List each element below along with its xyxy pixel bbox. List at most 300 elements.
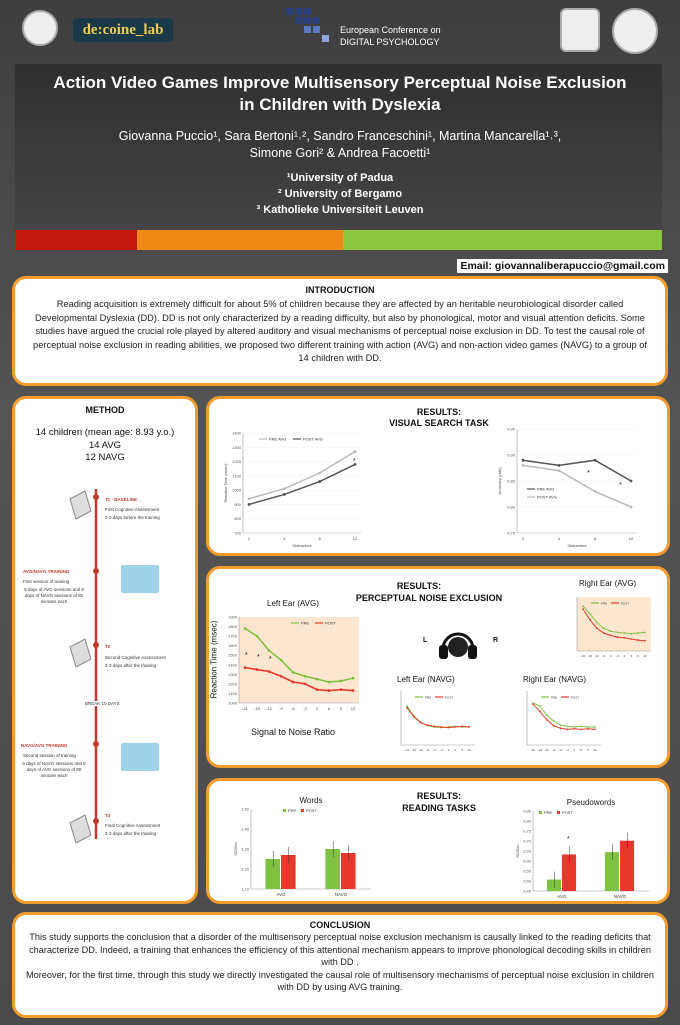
x-tick-label: -6 [609,654,612,658]
training2-detail: 9 days of NAVG sessions and 9 days of AVG sessions of 80 minutes each [22,761,86,778]
data-point [441,726,443,728]
data-point [280,659,283,662]
y-tick-label: 0.85 [507,478,515,484]
legend-label: PRE [551,695,558,700]
chart-title: Words [299,796,323,805]
legend-label: POST AVG [537,494,557,500]
legend-swatch [283,809,286,812]
data-point [594,459,597,462]
y-tick-label: 1100 [228,690,237,696]
x-tick-label: 2 [521,536,525,541]
results-reading-panel [206,778,670,904]
chart-right-ear-navg [515,687,605,759]
x-tick-label: 6 [580,748,583,752]
legend-swatch [539,811,542,814]
x-tick-label: -15 [587,654,593,658]
contact-email[interactable]: Email: giovannaliberapuccio@gmail.com [457,259,668,273]
y-tick-label: 1500 [228,652,237,658]
data-point [268,670,271,673]
university-seal-bergamo-icon [560,8,600,52]
data-point [553,725,555,727]
t1-sub2: 2-3 days before the training [105,515,160,520]
timeline-dot-t2 [93,642,99,648]
t2-sub2: 2-3 days after the training [105,663,157,668]
x-tick-label: -12 [544,748,549,752]
y-tick-label: 0.90 [507,452,515,458]
chart-title: Pseudowords [566,798,616,807]
affiliation-leuven: ³ Katholieke Universiteit Leuven [256,204,424,216]
series-line-pre-avg [249,452,355,499]
legend-label: POST [325,620,336,626]
series-line-post-avg [249,464,355,504]
x-tick-label: -6 [291,706,295,711]
data-point [304,682,307,685]
bar-pre-avg [265,859,280,889]
x-tick-label: AVG [276,892,286,897]
x-tick-label: 4 [557,536,561,541]
data-point [573,728,575,730]
results-vs-heading1: RESULTS: [416,407,462,417]
results-vs-heading2: VISUAL SEARCH TASK [389,418,489,428]
training1-label: AVG/NAVG TRAINING [23,569,70,574]
data-point [596,627,598,629]
color-bar-green [343,230,662,250]
y-tick-label: 1,20 [241,866,249,872]
x-tick-label: -3 [616,654,619,658]
x-tick-label: 12 [593,748,597,752]
t2-label: T2 [105,644,111,649]
data-point [610,630,612,632]
assessment-tablet-icon [70,639,91,667]
y-tick-label: 1600 [228,643,237,649]
data-point [603,632,605,634]
conclusion-heading: CONCLUSION [309,920,371,930]
data-point [637,632,639,634]
x-tick-label: -9 [552,748,556,752]
data-point [637,639,639,641]
data-point [244,627,247,630]
x-tick-label: -21 [404,748,410,752]
y-axis-label: Accuracy (rate) [497,467,502,495]
y-tick-label: 1000 [228,700,237,706]
x-tick-label: 4 [283,536,286,541]
x-tick-label: 2 [247,536,251,541]
x-tick-label: -12 [266,706,272,711]
y-tick-label: 0,70 [523,838,531,844]
data-point [644,640,646,642]
significance-marker: * [245,652,248,659]
method-panel [12,396,198,904]
x-tick-label: 3 [623,654,626,658]
data-point [582,605,584,607]
t3-sub: Final Cognitive Assessment [105,823,161,828]
affiliation-bergamo: ² University of Bergamo [277,188,403,200]
data-point [644,632,646,634]
legend-label: PRE [288,808,297,813]
conclusion-panel [12,912,668,1018]
y-tick-label: 0,60 [523,858,531,864]
data-point [594,729,596,731]
x-tick-label: NAVG [613,894,627,899]
data-point [280,675,283,678]
bar-post-avg [281,855,296,889]
data-point [553,720,555,722]
y-tick-label: 1300 [228,671,237,677]
data-point [468,726,470,728]
x-tick-label: 8 [593,536,597,541]
x-tick-label: 12 [628,536,634,541]
data-point [461,726,463,728]
x-tick-label: -15 [254,706,260,711]
legend-label: PRE AVG [537,486,555,492]
data-point [268,649,271,652]
assessment-tablet-icon [70,491,91,519]
y-tick-label: 0,75 [523,828,531,834]
x-tick-label: 9 [339,706,343,711]
x-tick-label: -3 [440,748,443,752]
legend-label: PRE [425,695,432,700]
legend-swatch [557,811,560,814]
training1-sub: First session of training [23,579,70,584]
color-bar [15,230,662,250]
data-point [454,726,456,728]
data-point [406,707,408,709]
y-tick-label: 0,55 [523,868,531,874]
y-tick-label: 1200 [228,681,237,687]
data-point [558,469,561,472]
chart-left-ear-avg [221,611,361,723]
y-tick-label: 1200 [232,459,241,465]
results-pne-panel [206,566,670,768]
data-point [328,681,331,684]
data-point [318,472,321,475]
conference-logo-icon [278,4,334,50]
bar-post-navg [341,853,356,889]
data-point [630,638,632,640]
x-tick-label: -9 [426,748,430,752]
x-tick-label: 3 [315,706,319,711]
data-point [587,726,589,728]
y-tick-label: 800 [234,516,241,522]
data-point [573,726,575,728]
x-axis-label: Distractors [567,543,587,548]
method-heading: METHOD [85,405,125,415]
training2-sub: Second session of training [23,753,76,758]
data-point [617,632,619,634]
right-ear-avg-title: Right Ear (AVG) [579,579,637,588]
data-point [316,688,319,691]
data-point [630,506,633,509]
data-point [567,726,569,728]
x-tick-label: 9 [587,748,589,752]
t2-sub: Second Cognitive Assessment [105,655,166,660]
pne-ylabel: Reaction Time (msec) [209,620,219,699]
introduction-text: Reading acquisition is extremely difficult for about 5% of children because they are affected by an heritable neurobiological disorder called Developmental Dyslexia (DD). DD is not only characterized by a reading difficulty, but also by phonological, motor and visual attention deficits. Some studies have argued the crucial role played by altered auditory and visual mechanisms of perceptual noise exclusion in DD. To test the causal role of perceptual noise exclusion in reading abilities, we proposed two different training with action (AVG) and non-action video games (NAVG) to a group of 14 children with DD. [33,299,647,363]
x-tick-label: -15 [411,748,417,752]
data-point [558,464,561,467]
significance-marker: * [269,656,272,663]
x-tick-label: -6 [559,748,562,752]
y-axis-label: Reaction Time (msec) [223,463,228,503]
data-point [532,703,534,705]
data-point [352,689,355,692]
legend-label: POST [571,695,580,700]
data-point [623,632,625,634]
x-axis-label: Distractors [292,543,312,548]
t1-label: T1 - BASELINE [105,497,138,502]
conference-name: European Conference on DIGITAL PSYCHOLOGY [340,25,441,47]
data-point [623,637,625,639]
data-point [522,459,525,462]
data-point [594,726,596,728]
poster-title: Action Video Games Improve Multisensory Perceptual Noise Exclusion in Children with Dyslexia [53,73,627,114]
x-tick-label: 12 [350,706,356,711]
y-tick-label: 1400 [228,662,237,668]
assessment-tablet-icon [70,815,91,843]
x-tick-label: 12 [643,654,647,658]
results-reading-heading2: READING TASKS [402,803,476,813]
data-point [539,705,541,707]
data-point [283,493,286,496]
x-tick-label: 3 [447,748,450,752]
significance-marker: * [257,654,260,661]
x-tick-label: -6 [433,748,436,752]
legend-label: PRE [301,620,310,626]
t3-label: T3 [105,813,111,818]
gamepad-hands-icon [121,565,159,593]
data-point [539,711,541,713]
data-point [328,689,331,692]
chart-pseudowords [509,793,659,901]
x-tick-label: -15 [537,748,543,752]
x-tick-label: -21 [530,748,536,752]
data-point [427,724,429,726]
significance-marker: * [353,458,356,465]
timeline-dot-t1 [93,494,99,500]
data-point [630,480,633,483]
plot-background [577,597,651,651]
data-point [283,487,286,490]
y-tick-label: 0.80 [507,504,515,510]
legend-label: POST AVG [303,436,323,442]
x-tick-label: -9 [602,654,606,658]
legend-label: PRE AVG [269,436,287,442]
data-point [256,668,259,671]
x-tick-label: NAVG [334,892,348,897]
chart-visual-search-accuracy [491,423,651,553]
significance-marker: * [587,470,590,477]
y-tick-label: 1,40 [241,826,249,832]
series-line-pre-avg [523,460,631,481]
x-tick-label: 12 [467,748,471,752]
data-point [610,635,612,637]
data-point [589,613,591,615]
legend-swatch [301,809,304,812]
y-tick-label: 0,80 [523,818,531,824]
data-point [546,719,548,721]
left-ear-navg-title: Left Ear (NAVG) [397,675,455,684]
legend-label: POST [306,808,317,813]
data-point [580,726,582,728]
data-point [617,636,619,638]
data-point [522,464,525,467]
y-axis-label: SD/Sec [515,844,520,858]
results-pne-heading2: PERCEPTUAL NOISE EXCLUSION [355,593,503,603]
y-tick-label: 0,65 [523,848,531,854]
series-line-pre [407,706,469,728]
conclusion-text2: Moreover, for the first time, through this study we directly investigated the causal role of multisensory mechanisms of perceptual noise exclusion in children with DD by using AVG training. [25,969,655,992]
significance-marker: * [619,482,622,489]
t3-sub2: 2-3 days after the training [105,831,157,836]
x-tick-label: 6 [630,654,633,658]
data-point [560,727,562,729]
chart-visual-search-rt [219,425,369,553]
data-point [292,671,295,674]
data-point [244,666,247,669]
results-pne-heading1: RESULTS: [396,581,442,591]
data-point [406,705,408,707]
bar-post-avg [562,854,576,891]
affiliation-padua: ¹University of Padua [286,172,394,184]
x-tick-label: AVG [557,894,567,899]
data-point [248,497,251,500]
x-tick-label: 3 [573,748,576,752]
data-point [318,480,321,483]
timeline-dot-training1 [93,568,99,574]
data-point [256,635,259,638]
legend-label: PRE [544,810,553,815]
training2-label: NAVG/AVG TRAINING [21,743,68,748]
headphones-icon [423,615,493,665]
x-tick-label: 9 [637,654,639,658]
y-axis-label: SD/Sec [233,842,238,856]
data-point [434,726,436,728]
data-point [352,677,355,680]
significance-marker: * [567,836,570,843]
legend-label: PRE [601,601,608,606]
data-point [420,722,422,724]
right-ear-navg-title: Right Ear (NAVG) [523,675,586,684]
timeline-dot-t3 [93,818,99,824]
data-point [582,608,584,610]
data-point [546,714,548,716]
data-point [316,678,319,681]
gamepad-hands-icon [121,743,159,771]
data-point [248,503,251,506]
legend-label: POST [445,695,454,700]
color-bar-orange [137,230,343,250]
data-point [630,633,632,635]
x-tick-label: -3 [566,748,569,752]
data-point [340,680,343,683]
results-visual-search-panel [206,396,670,556]
data-point [560,724,562,726]
introduction-panel [12,276,668,386]
data-point [354,450,357,453]
y-tick-label: 1000 [232,487,241,493]
y-tick-label: 0,85 [523,808,531,814]
y-tick-label: 1,30 [241,846,249,852]
y-tick-label: 1900 [228,614,237,620]
x-tick-label: -21 [242,706,248,711]
x-tick-label: -3 [303,706,307,711]
data-point [567,729,569,731]
data-point [447,727,449,729]
bar-pre-navg [325,849,340,889]
x-tick-label: 12 [352,536,358,541]
t1-sub: First Cognitive Assessment [105,507,160,512]
bar-post-navg [620,841,634,891]
y-tick-label: 1100 [232,473,241,479]
data-point [292,681,295,684]
y-tick-label: 0,50 [523,878,531,884]
introduction-heading: INTRODUCTION [305,285,375,295]
data-point [580,729,582,731]
data-point [304,675,307,678]
y-tick-label: 1,50 [241,806,249,812]
x-tick-label: 8 [318,536,321,541]
y-tick-label: 1400 [232,430,241,436]
data-point [594,490,597,493]
y-tick-label: 700 [234,530,241,536]
data-point [587,728,589,730]
y-tick-label: 900 [234,501,241,507]
university-seal-left-icon [22,10,58,46]
y-tick-label: 0,45 [523,888,531,894]
method-sample: 14 children (mean age: 8.93 y.o.) 14 AVG 12 NAVG [35,427,175,463]
bar-pre-navg [605,852,619,891]
x-tick-label: 9 [461,748,463,752]
break-label: BREAK 10 DAYS [85,701,120,706]
data-point [589,619,591,621]
y-tick-label: 0.95 [507,426,515,432]
y-tick-label: 0.75 [507,530,515,536]
color-bar-red [15,230,137,250]
lab-logo: de:coine_lab [73,18,173,42]
chart-right-ear-avg [565,593,655,665]
headphone-left-label: L [423,637,428,644]
x-tick-label: -12 [418,748,423,752]
conclusion-text1: This study supports the conclusion that a disorder of the multisensory perceptual noise exclusion mechanism is causally linked to the reading deficits that characterize DD. Indeed, a training that enhances the efficiency of this attentional mechanism appears to improve phonological decoding skills in children with DD . [29,932,651,967]
y-tick-label: 1300 [232,444,241,450]
x-tick-label: 6 [327,706,331,711]
university-seal-leuven-icon [612,8,658,54]
authors: Giovanna Puccio¹, Sara Bertoni¹˒², Sandro Franceschini¹, Martina Mancarella¹˒³, Simone Gori² & Andrea Facoetti¹ [118,129,562,160]
chart-left-ear-navg [389,687,479,759]
y-tick-label: 1,10 [241,886,249,892]
y-tick-label: 1700 [228,633,237,639]
bar-pre-avg [547,880,561,891]
pne-xlabel: Signal to Noise Ratio [251,727,336,737]
x-tick-label: -9 [279,706,283,711]
chart-words [221,789,381,901]
legend-label: POST [621,601,630,606]
x-tick-label: -21 [580,654,586,658]
training1-detail: 9 days of AVG sessions and 9 days of NAVG sessions of 80 minutes each [24,587,84,604]
y-tick-label: 1800 [228,624,237,630]
data-point [596,621,598,623]
legend-label: POST [562,810,573,815]
timeline-dot-training2 [93,741,99,747]
data-point [603,627,605,629]
results-reading-heading1: RESULTS: [416,791,462,801]
x-tick-label: -12 [594,654,599,658]
data-point [340,688,343,691]
headphone-right-label: R [493,637,499,644]
data-point [413,716,415,718]
left-ear-avg-title: Left Ear (AVG) [267,599,319,608]
x-tick-label: 6 [454,748,457,752]
